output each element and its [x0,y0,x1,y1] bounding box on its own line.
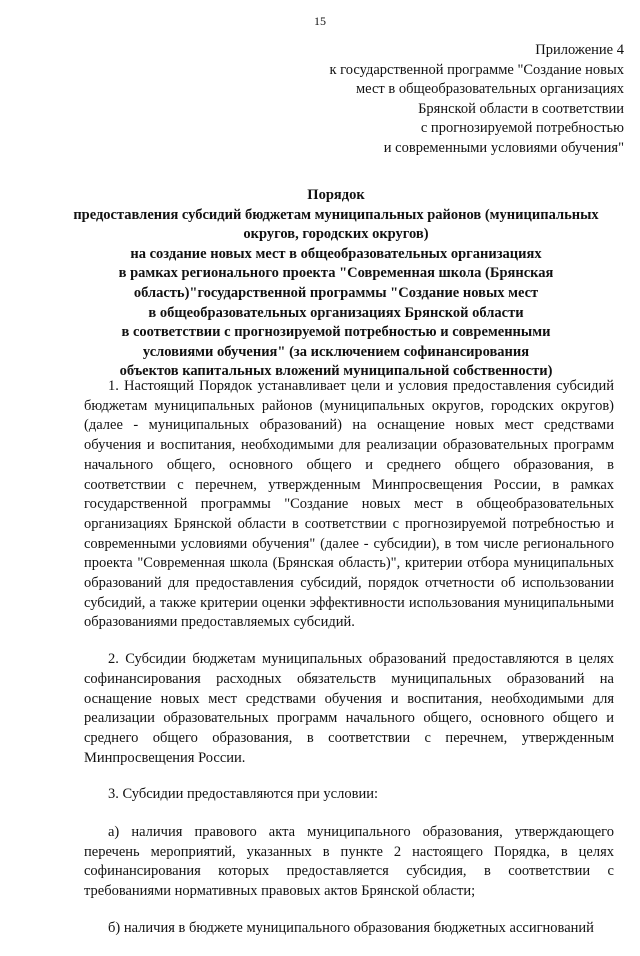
title-line: в рамках регионального проекта "Современная школа (Брянская [118,265,554,282]
title-line: округов, городских округов) [243,226,429,243]
title-line: в общеобразовательных организациях Брянской области [148,304,524,321]
title-line: область)"государственной программы "Создание новых мест [133,284,539,301]
appendix-line: с прогнозируемой потребностью [420,120,624,136]
title-line: условиями обучения" (за исключением софинансирования [142,343,530,360]
title-line: Порядок [307,187,365,203]
appendix-line: Брянской области в соответствии [418,100,624,117]
paragraph-1: 1. Настоящий Порядок устанавливает цели и условия предоставления субсидий бюджетам муниципальных районов (муниципальных округов, городских округов) (далее - муниципальных образований) на оснащение новых мест средствами обучения и воспитания, необходимыми для реализации образовательных программ начального общего, основного общего и среднего общего образования, в соответствии с перечнем, утвержденным Минпросвещения России, в рамках государственной программы "Создание новых мест в общеобразовательных организациях Брянской области в соответствии с прогнозируемой потребностью и современными условиями обучения" (далее - субсидии), в том числе регионального проекта "Современная школа (Брянская область)", критерии отбора муниципальных образований для предоставления субсидий, порядок отчетности об использовании субсидий, а также критерии оценки эффективности использования муниципальными образованиями предоставляемых субсидий. [84,378,614,631]
appendix-line: мест в общеобразовательных организациях [356,81,624,97]
title-line: предоставления субсидий бюджетам муниципальных районов (муниципальных [73,206,599,223]
paragraph-3b: б) наличия в бюджете муниципального образования бюджетных ассигнований [108,919,594,936]
page-number: 15 [314,14,326,28]
document-title [52,186,620,382]
title-line: в соответствии с прогнозируемой потребностью и современными [121,324,551,341]
appendix-header [294,41,624,158]
appendix-line: к государственной программе "Создание новых [329,61,624,78]
paragraph-3a: а) наличия правового акта муниципального образования, утверждающего перечень мероприятий, указанных в пункте 2 настоящего Порядка, в целях софинансирования которых предоставляется субсидия, в соответствии с требованиями нормативных правовых актов Брянской области; [84,824,614,900]
document-body [84,377,614,956]
appendix-line: Приложение 4 [535,42,624,58]
paragraph-3: 3. Субсидии предоставляются при условии: [108,786,378,803]
appendix-line: и современными условиями обучения" [383,139,624,156]
title-line: на создание новых мест в общеобразовательных организациях [130,245,542,262]
paragraph-2: 2. Субсидии бюджетам муниципальных образований предоставляются в целях софинансирования расходных обязательств муниципальных образований на оснащение новых мест средствами обучения и воспитания, необходимыми для реализации образовательных программ начального общего, основного общего и среднего общего образования, в соответствии с перечнем, утвержденным Минпросвещения России. [84,651,614,766]
title-line: объектов капитальных вложений муниципальной собственности) [119,363,553,380]
